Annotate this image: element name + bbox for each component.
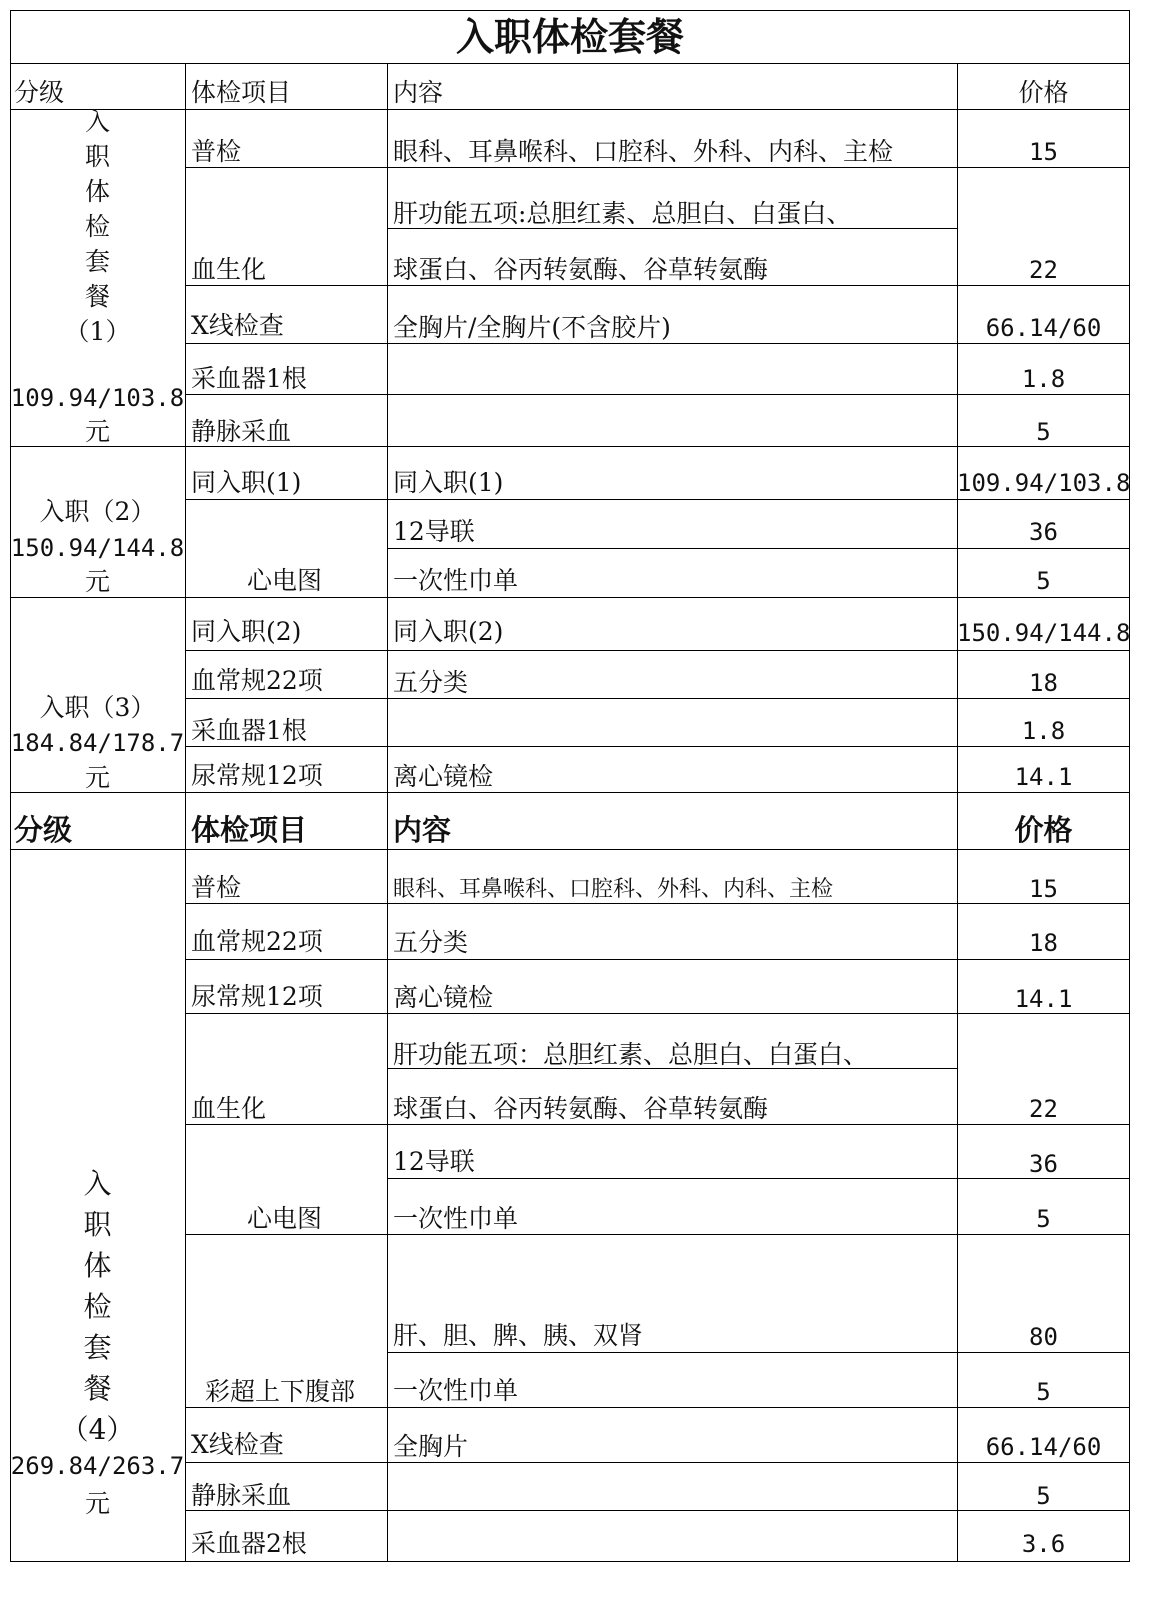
tier-char: 体 <box>83 1249 112 1282</box>
item-cell: 采血器2根 <box>191 1529 307 1558</box>
content-cell: 一次性巾单 <box>393 1376 519 1405</box>
row-line <box>185 1510 1130 1511</box>
price-cell: 150.94/144.8 <box>957 619 1131 647</box>
item-cell: 血常规22项 <box>191 927 323 956</box>
item-cell: 心电图 <box>247 1204 323 1233</box>
tier-3-unit: 元 <box>84 763 110 792</box>
item-cell: 静脉采血 <box>191 1481 292 1510</box>
tier-1-price: 109.94/103.8 <box>10 384 185 412</box>
row-line-sec2 <box>10 446 1130 447</box>
tier-char: 检 <box>83 1290 112 1323</box>
header-item-2: 体检项目 <box>191 813 308 847</box>
header-level: 分级 <box>14 78 65 107</box>
price-cell: 36 <box>1029 518 1058 546</box>
tier-char: 入 <box>84 107 110 136</box>
price-cell: 14.1 <box>1014 763 1073 791</box>
header-level-2: 分级 <box>14 813 73 847</box>
price-cell: 5 <box>1036 1482 1051 1510</box>
row-line <box>387 548 1130 549</box>
row-line <box>387 1178 1130 1179</box>
price-cell: 5 <box>1036 567 1051 595</box>
content-cell: 眼科、耳鼻喉科、口腔科、外科、内科、主检 <box>393 137 894 166</box>
content-cell: 肝功能五项:总胆红素、总胆白、白蛋白、 <box>393 199 852 228</box>
item-cell: 普检 <box>191 137 242 166</box>
tier-char: 检 <box>84 212 110 241</box>
header-item: 体检项目 <box>191 78 292 107</box>
tier-2-unit: 元 <box>84 567 110 596</box>
price-cell: 22 <box>1029 1095 1058 1123</box>
price-cell: 15 <box>1029 875 1058 903</box>
header-price: 价格 <box>1018 78 1069 107</box>
header-content: 内容 <box>393 78 444 107</box>
tier-2-price: 150.94/144.8 <box>10 534 185 562</box>
price-cell: 109.94/103.8 <box>957 469 1131 497</box>
content-cell: 一次性巾单 <box>393 1204 519 1233</box>
content-cell: 同入职(1) <box>393 468 504 497</box>
tier-num: （4） <box>60 1413 135 1446</box>
tier-2-name: 入职（2） <box>39 497 156 526</box>
row-line <box>185 285 1130 286</box>
tier-4-unit: 元 <box>84 1489 110 1518</box>
content-cell: 五分类 <box>393 928 469 957</box>
tier-4-label <box>10 1163 185 1450</box>
row-line <box>185 1407 1130 1408</box>
row-line <box>185 343 1130 344</box>
tier-1-unit: 元 <box>84 417 110 446</box>
price-cell: 3.6 <box>1021 1530 1066 1558</box>
item-cell: 普检 <box>191 873 242 902</box>
border-bottom <box>10 1561 1130 1562</box>
row-line <box>185 746 1130 747</box>
price-cell: 36 <box>1029 1150 1058 1178</box>
content-cell: 一次性巾单 <box>393 566 519 595</box>
price-cell: 1.8 <box>1021 365 1066 393</box>
tier-3-price: 184.84/178.7 <box>10 729 185 757</box>
border-top <box>10 10 1130 11</box>
content-cell: 12导联 <box>393 517 475 546</box>
item-cell: 采血器1根 <box>191 716 307 745</box>
price-cell: 22 <box>1029 256 1058 284</box>
row-line <box>185 167 1130 168</box>
row-line <box>185 499 1130 500</box>
row-line <box>387 228 957 229</box>
price-cell: 15 <box>1029 138 1058 166</box>
item-cell: 同入职(1) <box>191 468 302 497</box>
tier-char: 职 <box>84 142 110 171</box>
item-cell: 血生化 <box>191 255 267 284</box>
row-line <box>185 1462 1130 1463</box>
content-cell: 眼科、耳鼻喉科、口腔科、外科、内科、主检 <box>393 877 834 902</box>
row-line <box>185 1234 1130 1235</box>
price-cell: 80 <box>1029 1323 1058 1351</box>
tier-1-label <box>10 104 185 349</box>
item-cell: 采血器1根 <box>191 364 307 393</box>
content-cell: 全胸片/全胸片(不含胶片) <box>393 313 671 342</box>
header-content-2: 内容 <box>393 813 452 847</box>
tier-char: 入 <box>83 1167 112 1200</box>
tier-num: （1） <box>64 317 131 346</box>
item-cell: 血常规22项 <box>191 666 323 695</box>
row-line <box>185 1013 1130 1014</box>
row-line <box>185 698 1130 699</box>
price-cell: 18 <box>1029 929 1058 957</box>
price-cell: 66.14/60 <box>985 1433 1102 1461</box>
tier-char: 套 <box>83 1331 112 1364</box>
col-divider-2 <box>387 63 388 1562</box>
price-cell: 18 <box>1029 669 1058 697</box>
item-cell: 彩超上下腹部 <box>205 1377 356 1406</box>
tier-char: 餐 <box>83 1372 112 1405</box>
content-cell: 12导联 <box>393 1147 475 1176</box>
item-cell: X线检查 <box>191 1430 284 1459</box>
row-line-sec4 <box>10 849 1130 850</box>
content-cell: 肝功能五项：总胆红素、总胆白、白蛋白、 <box>393 1040 869 1069</box>
tier-char: 套 <box>84 247 110 276</box>
price-cell: 14.1 <box>1014 985 1073 1013</box>
item-cell: 同入职(2) <box>191 617 302 646</box>
item-cell: 尿常规12项 <box>191 761 323 790</box>
header-price-2: 价格 <box>1014 813 1073 847</box>
row-line-sec3 <box>10 597 1130 598</box>
tier-4-price: 269.84/263.7 <box>10 1452 185 1480</box>
row-line-header2 <box>10 792 1130 793</box>
item-cell: X线检查 <box>191 311 284 340</box>
item-cell: 心电图 <box>247 566 323 595</box>
tier-char: 体 <box>84 177 110 206</box>
item-cell: 尿常规12项 <box>191 982 323 1011</box>
page-title: 入职体检套餐 <box>455 14 684 59</box>
content-cell: 同入职(2) <box>393 617 504 646</box>
content-cell: 五分类 <box>393 668 469 697</box>
row-line <box>185 959 1130 960</box>
content-cell: 球蛋白、谷丙转氨酶、谷草转氨酶 <box>393 255 769 284</box>
content-cell: 离心镜检 <box>393 762 494 791</box>
row-line-title <box>10 63 1130 64</box>
row-line <box>387 1352 1130 1353</box>
item-cell: 血生化 <box>191 1094 267 1123</box>
tier-char: 职 <box>83 1208 112 1241</box>
item-cell: 静脉采血 <box>191 417 292 446</box>
content-cell: 肝、胆、脾、胰、双肾 <box>393 1321 644 1350</box>
price-cell: 5 <box>1036 418 1051 446</box>
price-cell: 66.14/60 <box>985 314 1102 342</box>
row-line <box>185 650 1130 651</box>
row-line <box>185 394 1130 395</box>
content-cell: 球蛋白、谷丙转氨酶、谷草转氨酶 <box>393 1094 769 1123</box>
row-line <box>185 1124 1130 1125</box>
price-cell: 1.8 <box>1021 717 1066 745</box>
price-cell: 5 <box>1036 1378 1051 1406</box>
price-cell: 5 <box>1036 1205 1051 1233</box>
content-cell: 离心镜检 <box>393 983 494 1012</box>
tier-char: 餐 <box>84 282 110 311</box>
col-divider-1 <box>185 63 186 1562</box>
tier-3-name: 入职（3） <box>39 693 156 722</box>
content-cell: 全胸片 <box>393 1432 469 1461</box>
